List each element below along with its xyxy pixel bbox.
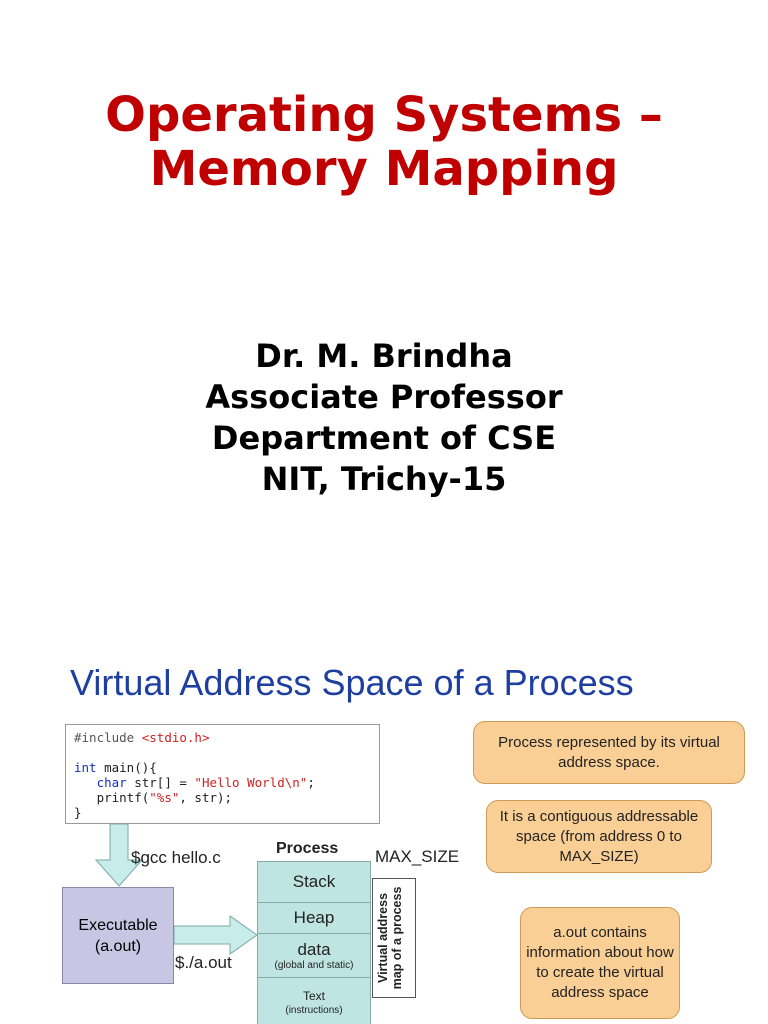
author-institute: NIT, Trichy-15: [261, 460, 507, 498]
segment-data-label: data: [297, 939, 331, 959]
code-line-blank: [74, 745, 371, 760]
segment-data-sublabel: (global and static): [274, 959, 354, 971]
max-size-label: MAX_SIZE: [375, 847, 460, 866]
segment-text: [257, 977, 371, 1024]
code-snippet: [65, 724, 380, 824]
segment-text-sublabel: (instructions): [285, 1004, 343, 1016]
code-printf-args: , str);: [179, 790, 233, 805]
segment-data: [257, 933, 371, 977]
executable-filename: (a.out): [94, 937, 142, 955]
code-line-char: [74, 775, 371, 790]
virtual-address-map-label: [376, 878, 412, 998]
code-printf-call: printf(: [96, 790, 150, 805]
gcc-command-label: $gcc hello.c: [131, 848, 221, 867]
code-int-keyword: int: [74, 760, 97, 775]
note-process-representation: Process represented by its virtual address space.: [473, 721, 745, 784]
code-line-close: }: [74, 805, 82, 820]
code-char-decl: str[] =: [126, 775, 195, 790]
note-aout-info: a.out contains information about how to create the virtual address space: [520, 907, 680, 1019]
code-line-main: [74, 760, 371, 775]
virtual-address-map-line-1: Virtual address: [376, 892, 390, 984]
author-block: [0, 336, 768, 500]
segment-heap-label: Heap: [293, 908, 335, 927]
code-line-include: [74, 730, 371, 745]
executable-box: [62, 887, 174, 984]
virtual-address-map-line-2: map of a process: [390, 886, 404, 990]
load-arrow: [174, 916, 257, 954]
segment-stack: [257, 861, 371, 902]
virtual-address-space-figure: [50, 650, 752, 1024]
note-contiguous-space: It is a contiguous addressable space (from address 0 to MAX_SIZE): [486, 800, 712, 873]
process-title: Process: [276, 840, 339, 857]
code-format-string: "%s": [149, 790, 180, 805]
slide-title: [0, 88, 768, 196]
figure-title: Virtual Address Space of a Process: [70, 662, 634, 703]
code-line-printf: [74, 790, 371, 805]
code-semicolon: ;: [307, 775, 315, 790]
code-include-keyword: #include: [74, 730, 135, 745]
author-department: Department of CSE: [211, 419, 557, 457]
code-include-header: <stdio.h>: [141, 730, 210, 745]
code-main-decl: main(){: [96, 760, 157, 775]
code-string-literal: "Hello World\n": [194, 775, 308, 790]
slide-title-line-2: Memory Mapping: [149, 141, 619, 197]
slide-title-line-1: Operating Systems –: [105, 87, 663, 143]
run-command-label: $./a.out: [175, 953, 232, 972]
author-designation: Associate Professor: [205, 378, 563, 416]
segment-heap: [257, 902, 371, 933]
process-memory-layout: [257, 861, 371, 1024]
author-name: Dr. M. Brindha: [255, 337, 513, 375]
segment-text-label: Text: [302, 988, 325, 1003]
executable-label: Executable: [78, 916, 158, 934]
segment-stack-label: Stack: [292, 872, 336, 891]
code-char-keyword: char: [96, 775, 127, 790]
